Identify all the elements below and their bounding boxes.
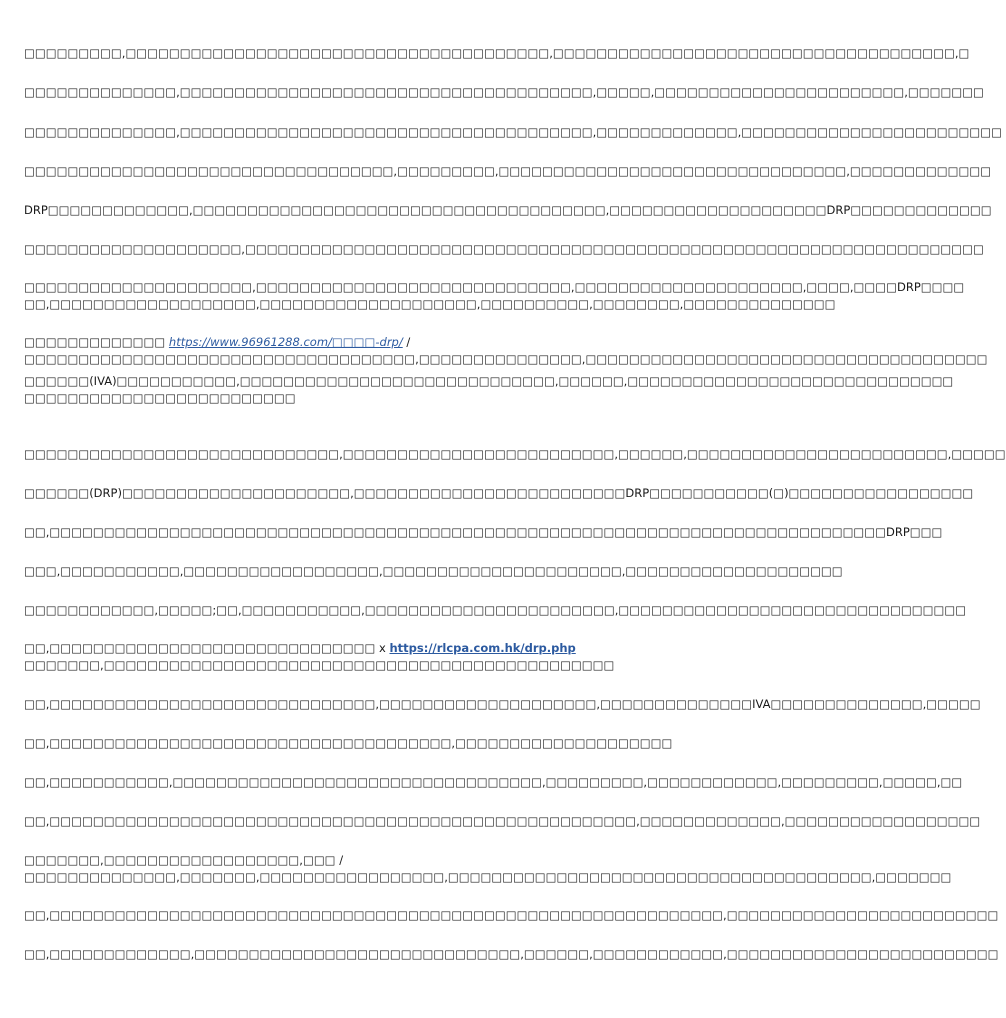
text-line: □□,□□□□□□□□□□□,□□□□□□□□□□□□□□□□□□□□□□□□□□□□□□□□□□,□□□□□□□□□,□□□□□□□□□□□□,□□□□□□□□□,□□□□□,□□ xyxy=(24,775,963,789)
paragraph xyxy=(24,163,992,180)
text-line: □□□□□□□□□□□□□□,□□□□□□□,□□□□□□□□□□□□□□□□□,□□□□□□□□□□□□□□□□□□□□□□□□□□□□□□□□□□□□□□□,□□□□□□□ xyxy=(24,870,952,884)
text-line: □□□□□□□□□□□□□□□□□□□□□□□□□□□□□□□□□□,□□□□□□□□□,□□□□□□□□□□□□□□□□□□□□□□□□□□□□□□□□,□□□□□□□□□□□□□ xyxy=(24,164,992,178)
text-line: □□□□□□□□□□□□□□□□□□□□□□□□□□□□□,□□□□□□□□□□□□□□□□□□□□□□□□□,□□□□□□,□□□□□□□□□□□□□□□□□□□□□□□□,□□□□□ xyxy=(24,447,1006,461)
paragraph xyxy=(24,946,999,963)
external-link[interactable]: https://www.96961288.com/□□□□-drp/ xyxy=(168,335,403,349)
paragraph xyxy=(24,563,843,580)
text-run: / xyxy=(402,335,411,349)
text-run: □□□□□□□□□□□□□ xyxy=(24,335,169,349)
text-line: □□□□□□(IVA)□□□□□□□□□□□,□□□□□□□□□□□□□□□□□□□□□□□□□□□□□,□□□□□□,□□□□□□□□□□□□□□□□□□□□□□□□□□□□□□ xyxy=(24,374,954,388)
text-line: □□,□□□□□□□□□□□□□□□□□□□□□□□□□□□□□□□□□□□□□,□□□□□□□□□□□□□□□□□□□□ xyxy=(24,736,673,750)
paragraph xyxy=(24,813,981,830)
external-link[interactable]: https://rlcpa.com.hk/drp.php xyxy=(389,641,576,655)
paragraph xyxy=(24,373,954,407)
text-line: □□□□□□□□□□□□□□,□□□□□□□□□□□□□□□□□□□□□□□□□□□□□□□□□□□□□□,□□□□□,□□□□□□□□□□□□□□□□□□□□□□□,□□□□□□□ xyxy=(24,85,984,99)
text-line: □□□□□□□,□□□□□□□□□□□□□□□□□□□□□□□□□□□□□□□□□□□□□□□□□□□□□□□ xyxy=(24,658,615,672)
paragraph xyxy=(24,735,720,752)
paragraph xyxy=(24,241,984,258)
paragraph xyxy=(24,124,1002,141)
text-line: □□□□□□□□□□□□,□□□□□;□□,□□□□□□□□□□□,□□□□□□□□□□□□□□□□□□□□□□□,□□□□□□□□□□□□□□□□□□□□□□□□□□□□□□□□ xyxy=(24,603,967,617)
paragraph xyxy=(24,602,967,619)
text-line: □□,□□□□□□□□□□□□□□□□□□□,□□□□□□□□□□□□□□□□□□□□,□□□□□□□□□□,□□□□□□□□,□□□□□□□□□□□□□□ xyxy=(24,297,836,311)
text-line: □□□□□□□□□,□□□□□□□□□□□□□□□□□□□□□□□□□□□□□□□□□□□□□□□,□□□□□□□□□□□□□□□□□□□□□□□□□□□□□□□□□□□□□,□ xyxy=(24,46,970,60)
text-line: DRP□□□□□□□□□□□□□,□□□□□□□□□□□□□□□□□□□□□□□□□□□□□□□□□□□□□□,□□□□□□□□□□□□□□□□□□□□DRP□□□□□□□□□□□□□ xyxy=(24,203,992,217)
text-line: □□,□□□□□□□□□□□□□□□□□□□□□□□□□□□□□□□□□□□□□□□□□□□□□□□□□□□□□□,□□□□□□□□□□□□□,□□□□□□□□□□□□□□□□□□ xyxy=(24,814,981,828)
text-line: □□□□□□□□□□□□□□□□□□□□□□□□□ xyxy=(24,391,296,405)
text-line xyxy=(24,640,720,657)
paragraph xyxy=(24,774,963,791)
paragraph xyxy=(24,446,1006,463)
text-line: □□,□□□□□□□□□□□□□,□□□□□□□□□□□□□□□□□□□□□□□□□□□□□□,□□□□□□,□□□□□□□□□□□□,□□□□□□□□□□□□□□□□□□□□□□□□□ xyxy=(24,947,999,961)
text-line: □□□□□□□□□□□□□□,□□□□□□□□□□□□□□□□□□□□□□□□□□□□□□□□□□□□□□,□□□□□□□□□□□□□,□□□□□□□□□□□□□□□□□□□□□□□□ xyxy=(24,125,1002,139)
text-line: □□□□□□(DRP)□□□□□□□□□□□□□□□□□□□□□,□□□□□□□□□□□□□□□□□□□□□□□□□DRP□□□□□□□□□□□(□)□□□□□□□□□□□□□□□□□ xyxy=(24,486,974,500)
text-line: □□,□□□□□□□□□□□□□□□□□□□□□□□□□□□□□□□□□□□□□□□□□□□□□□□□□□□□□□□□□□□□□□□□□□□□□□□□□□□□□DRP□□□ xyxy=(24,525,943,539)
paragraph xyxy=(24,202,992,219)
text-line: □□□,□□□□□□□□□□□,□□□□□□□□□□□□□□□□□□,□□□□□□□□□□□□□□□□□□□□□□,□□□□□□□□□□□□□□□□□□□□ xyxy=(24,564,843,578)
text-line: □□,□□□□□□□□□□□□□□□□□□□□□□□□□□□□□□,□□□□□□□□□□□□□□□□□□□□,□□□□□□□□□□□□□□IVA□□□□□□□□□□□□□□,□□□□□ xyxy=(24,697,981,711)
paragraph xyxy=(24,640,720,674)
text-line: □□□□□□□□□□□□□□□□□□□□,□□□□□□□□□□□□□□□□□□□□□□□□□□□□□□□□□□□□□□□□□□□□□□□□□□□□□□□□□□□□□□□□□□□□ xyxy=(24,242,984,256)
text-line: □□□□□□□□□□□□□□□□□□□□□□□□□□□□□□□□□□□□,□□□□□□□□□□□□□□□,□□□□□□□□□□□□□□□□□□□□□□□□□□□□□□□□□□□□□ xyxy=(24,352,988,366)
paragraph xyxy=(24,279,965,313)
paragraph xyxy=(24,334,988,368)
text-line: □□,□□□□□□□□□□□□□□□□□□□□□□□□□□□□□□□□□□□□□□□□□□□□□□□□□□□□□□□□□□□□□□,□□□□□□□□□□□□□□□□□□□□□□□□□ xyxy=(24,908,999,922)
paragraph xyxy=(24,852,952,886)
text-run: □□,□□□□□□□□□□□□□□□□□□□□□□□□□□□□□□ x xyxy=(24,641,390,655)
paragraph xyxy=(24,524,943,541)
text-line: □□□□□□□□□□□□□□□□□□□□□,□□□□□□□□□□□□□□□□□□□□□□□□□□□□□,□□□□□□□□□□□□□□□□□□□□□,□□□□,□□□□DRP□□□□ xyxy=(24,280,965,294)
paragraph xyxy=(24,907,999,924)
paragraph xyxy=(24,45,970,62)
paragraph xyxy=(24,696,981,713)
paragraph xyxy=(24,485,974,502)
text-line: □□□□□□□,□□□□□□□□□□□□□□□□□□,□□□ / xyxy=(24,853,344,867)
paragraph xyxy=(24,84,984,101)
text-line xyxy=(24,334,720,351)
